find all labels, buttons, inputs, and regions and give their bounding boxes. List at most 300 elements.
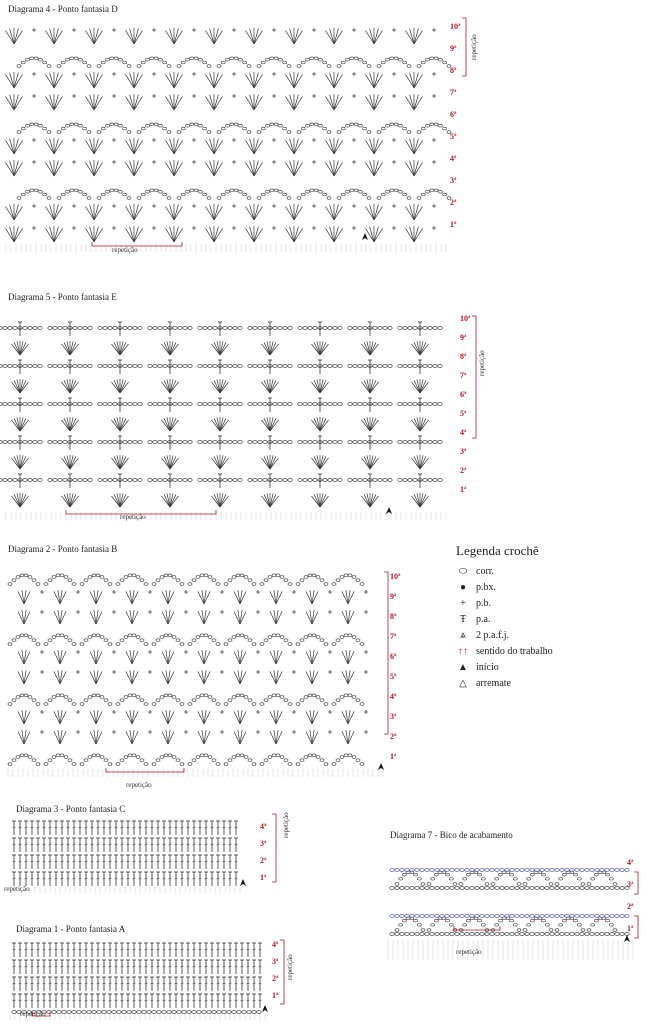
chain-stitch (52, 636, 56, 639)
fan-stitch (134, 205, 138, 220)
chain-stitch (425, 869, 429, 872)
chain-stitch (348, 754, 352, 757)
chain-stitch (223, 479, 227, 482)
row-number: 8ª (460, 352, 467, 361)
chain-stitch (34, 123, 38, 126)
chain-stitch (48, 365, 52, 368)
chain-stitch (268, 696, 272, 699)
chain-stitch (118, 58, 122, 61)
fan-stitch (334, 139, 338, 154)
fan-stitch (170, 95, 174, 110)
chain-stitch (466, 919, 470, 922)
chain-stitch (495, 915, 499, 918)
row-number: 3ª (450, 176, 457, 185)
chain-stitch (8, 403, 12, 406)
chain-stitch (283, 479, 287, 482)
chain-stitch (485, 883, 489, 886)
chain-stitch (310, 123, 314, 126)
chain-stitch (459, 883, 463, 886)
chain-stitch (68, 579, 72, 582)
fan-stitch (90, 95, 94, 110)
fan-stitch (254, 228, 262, 242)
chain-stitch (8, 479, 12, 482)
chain-stitch (260, 583, 264, 586)
chain-stitch (177, 65, 181, 68)
chain-stitch (100, 696, 104, 699)
diagram-3-side-label: repetição (282, 812, 290, 838)
fan-stitch (134, 73, 138, 88)
fan-stitch (374, 227, 378, 242)
fan-stitch (54, 95, 58, 110)
chain-stitch (353, 441, 357, 444)
chain-stitch (421, 127, 425, 130)
fan-stitch (294, 140, 302, 154)
chain-stitch (402, 919, 406, 922)
chain-stitch (88, 327, 92, 330)
chain-stitch (288, 643, 292, 646)
start-marker-icon (378, 763, 384, 770)
fan-stitch (330, 73, 334, 88)
diagram-1-repeat-label: repetição (20, 1010, 46, 1018)
chain-stitch (353, 403, 357, 406)
chain-stitch (228, 639, 232, 642)
fan-stitch (6, 140, 14, 154)
chain-stitch (591, 877, 595, 880)
chain-stitch (48, 441, 52, 444)
chain-stitch (127, 197, 131, 200)
chain-stitch (333, 403, 337, 406)
chain-stitch (298, 479, 302, 482)
chain-stitch (141, 193, 145, 196)
chain-stitch (356, 639, 360, 642)
chain-stitch (120, 699, 124, 702)
chain-stitch (176, 579, 180, 582)
chain-stitch (60, 694, 64, 697)
chain-stitch (348, 403, 352, 406)
chain-stitch (152, 763, 156, 766)
chain-stitch (92, 574, 96, 577)
chain-stitch (549, 883, 553, 886)
chain-stitch (523, 929, 527, 932)
chain-stitch (284, 579, 288, 582)
chain-stitch (133, 327, 137, 330)
chain-stitch (403, 61, 407, 64)
chain-stitch (176, 699, 180, 702)
legend-label: p.b. (476, 597, 491, 609)
chain-stitch (128, 479, 132, 482)
chain-stitch (32, 759, 36, 762)
chain-stitch (358, 403, 362, 406)
chain-stitch (363, 127, 367, 130)
chain-stitch (594, 919, 598, 922)
chain-stitch (192, 639, 196, 642)
chain-stitch (97, 197, 101, 200)
chain-stitch (316, 696, 320, 699)
chain-stitch (88, 576, 92, 579)
chain-stitch (525, 887, 529, 890)
chain-stitch (20, 634, 24, 637)
diagram-5 (0, 288, 657, 528)
fan-stitch (94, 74, 102, 88)
chain-stitch (66, 58, 70, 61)
fan-stitch (334, 140, 342, 154)
fan-stitch (330, 95, 334, 110)
chain-stitch (56, 754, 60, 757)
chain-stitch (575, 869, 579, 872)
chain-stitch (431, 877, 435, 880)
chain-stitch (63, 365, 67, 368)
fan-stitch (366, 140, 374, 154)
chain-stitch (425, 915, 429, 918)
chain-stitch (381, 127, 385, 130)
chain-stitch (200, 754, 204, 757)
chain-stitch (156, 579, 160, 582)
chain-stitch (186, 190, 190, 193)
chain-stitch (438, 58, 442, 61)
fan-stitch (174, 96, 182, 110)
chain-stitch (341, 127, 345, 130)
chain-stitch (570, 887, 574, 890)
chain-stitch (273, 441, 277, 444)
chain-stitch (216, 643, 220, 646)
chain-stitch (52, 1011, 56, 1014)
chain-stitch (73, 327, 77, 330)
chain-stitch (257, 197, 261, 200)
chain-stitch (425, 933, 429, 936)
chain-stitch (144, 763, 148, 766)
chain-stitch (595, 869, 599, 872)
chain-stitch (395, 887, 399, 890)
chain-stitch (167, 197, 171, 200)
chain-stitch (44, 583, 48, 586)
fan-stitch (54, 96, 62, 110)
fan-stitch (370, 227, 374, 242)
chain-stitch (280, 756, 284, 759)
chain-stitch (445, 915, 449, 918)
chain-stitch (263, 479, 267, 482)
chain-stitch (108, 643, 112, 646)
fan-stitch (210, 139, 214, 154)
chain-stitch (363, 327, 367, 330)
row-number: 6ª (390, 652, 397, 661)
chain-stitch (160, 636, 164, 639)
chain-stitch (316, 636, 320, 639)
chain-stitch (248, 403, 252, 406)
legend-item-double-crochet (456, 611, 636, 627)
chain-stitch (28, 327, 32, 330)
chain-stitch (78, 441, 82, 444)
chain-stitch (450, 887, 454, 890)
chain-stitch (194, 189, 198, 192)
chain-stitch (363, 403, 367, 406)
chain-stitch (421, 929, 425, 932)
chain-stitch (147, 1011, 151, 1014)
fan-stitch (94, 140, 102, 154)
row-number: 10ª (450, 22, 461, 31)
fan-stitch (374, 162, 382, 176)
fan-stitch (286, 206, 294, 220)
chain-stitch (213, 365, 217, 368)
fan-stitch (174, 95, 178, 110)
chain-stitch (434, 919, 438, 922)
fan-stitch (414, 206, 422, 220)
chain-stitch (158, 403, 162, 406)
fan-stitch (286, 162, 294, 176)
fan-stitch (170, 29, 174, 44)
chain-stitch (540, 933, 544, 936)
chain-stitch (344, 634, 348, 637)
fan-stitch (290, 205, 294, 220)
chain-stitch (395, 883, 399, 886)
chain-stitch (360, 703, 364, 706)
chain-stitch (354, 57, 358, 60)
chain-stitch (23, 365, 27, 368)
chain-stitch (230, 57, 234, 60)
row-number: 5ª (460, 409, 467, 418)
fan-stitch (134, 227, 138, 242)
chain-stitch (398, 190, 402, 193)
chain-stitch (303, 327, 307, 330)
row-number: 2ª (260, 856, 267, 865)
start-marker-icon: ▲ (458, 661, 468, 673)
chain-stitch (252, 763, 256, 766)
chain-stitch (92, 1011, 96, 1014)
chain-stitch (61, 61, 65, 64)
chain-stitch (581, 883, 585, 886)
chain-stitch (417, 65, 421, 68)
fan-stitch (10, 205, 14, 220)
chain-stitch (237, 1011, 241, 1014)
fan-stitch (10, 139, 14, 154)
fan-stitch (134, 29, 138, 44)
chain-stitch (228, 699, 232, 702)
chain-stitch (600, 915, 604, 918)
chain-stitch (223, 327, 227, 330)
chain-stitch (236, 754, 240, 757)
chain-stitch (386, 58, 390, 61)
chain-stitch (198, 365, 202, 368)
chain-stitch (585, 869, 589, 872)
fan-stitch (174, 161, 178, 176)
chain-stitch (288, 327, 292, 330)
chain-stitch (24, 634, 28, 637)
chain-stitch (565, 933, 569, 936)
fan-stitch (246, 96, 254, 110)
chain-stitch (574, 919, 578, 922)
chain-stitch (133, 479, 137, 482)
chain-stitch (308, 694, 312, 697)
row-number: 4ª (260, 822, 267, 831)
fan-stitch (294, 73, 298, 88)
chain-stitch (410, 933, 414, 936)
chain-stitch (252, 1011, 256, 1014)
chain-stitch (273, 365, 277, 368)
chain-stitch (303, 479, 307, 482)
chain-stitch (344, 694, 348, 697)
chain-stitch (423, 479, 427, 482)
chain-stitch (272, 634, 276, 637)
chain-stitch (360, 763, 364, 766)
legend-label: 2 p.a.f.j. (476, 629, 510, 641)
chain-stitch (388, 327, 392, 330)
chain-stitch (407, 131, 411, 134)
chain-stitch (158, 441, 162, 444)
chain-stitch (172, 1011, 176, 1014)
chain-stitch (403, 403, 407, 406)
chain-stitch (297, 65, 301, 68)
dc2tog-icon: ⩓ (460, 629, 466, 641)
chain-stitch (178, 365, 182, 368)
diagram-7-chart (380, 842, 657, 968)
chain-stitch (435, 869, 439, 872)
chain-stitch (144, 643, 148, 646)
chain-stitch (58, 403, 62, 406)
chain-stitch (150, 123, 154, 126)
diagram-4-chart (0, 14, 470, 254)
chain-stitch (203, 61, 207, 64)
chain-stitch (272, 754, 276, 757)
chain-stitch (555, 929, 559, 932)
fan-stitch (286, 74, 294, 88)
chain-stitch (203, 403, 207, 406)
fan-stitch (410, 95, 414, 110)
chain-stitch (283, 403, 287, 406)
chain-stitch (72, 763, 76, 766)
fan-stitch (94, 96, 102, 110)
chain-stitch (188, 327, 192, 330)
fan-stitch (94, 139, 98, 154)
chain-stitch (440, 933, 444, 936)
chain-stitch (340, 756, 344, 759)
chain-stitch (318, 190, 322, 193)
fan-stitch (14, 73, 18, 88)
chain-stitch (367, 65, 371, 68)
chain-stitch (217, 1011, 221, 1014)
chain-stitch (590, 933, 594, 936)
row-number: 3ª (390, 712, 397, 721)
chain-stitch (278, 58, 282, 61)
chain-stitch (188, 643, 192, 646)
chain-stitch (98, 327, 102, 330)
repeat-bracket (384, 572, 388, 734)
chain-stitch (178, 403, 182, 406)
chain-stitch (123, 365, 127, 368)
chain-stitch (431, 923, 435, 926)
chain-stitch (207, 131, 211, 134)
single-crochet-icon: + (460, 597, 466, 609)
fan-stitch (14, 96, 22, 110)
start-marker-icon (362, 233, 368, 240)
chain-stitch (253, 441, 257, 444)
chain-stitch (247, 1011, 251, 1014)
chain-stitch (475, 887, 479, 890)
fan-stitch (134, 161, 138, 176)
chain-stitch (500, 869, 504, 872)
chain-stitch (513, 877, 517, 880)
chain-stitch (527, 877, 531, 880)
fan-stitch (14, 29, 18, 44)
chain-stitch (36, 583, 40, 586)
chain-stitch (84, 759, 88, 762)
chain-stitch (197, 1011, 201, 1014)
fan-stitch (366, 228, 374, 242)
chain-stitch (520, 933, 524, 936)
chain-stitch (141, 127, 145, 130)
slip-stitch-icon: ● (459, 581, 467, 593)
chain-stitch (158, 58, 162, 61)
fan-stitch (94, 227, 98, 242)
chain-stitch (414, 919, 418, 922)
fan-stitch (286, 96, 294, 110)
chain-stitch (610, 933, 614, 936)
chain-stitch (403, 193, 407, 196)
chain-stitch (610, 887, 614, 890)
chain-stitch (33, 327, 37, 330)
chain-stitch (258, 365, 262, 368)
chain-stitch (363, 193, 367, 196)
fan-stitch (334, 29, 338, 44)
chain-stitch (21, 193, 25, 196)
chain-stitch (390, 887, 394, 890)
chain-stitch (301, 61, 305, 64)
chain-stitch (240, 574, 244, 577)
chain-stitch (128, 634, 132, 637)
chain-stitch (36, 763, 40, 766)
chain-stitch (61, 127, 65, 130)
chain-stitch (318, 58, 322, 61)
chain-stitch (113, 441, 117, 444)
chain-stitch (113, 327, 117, 330)
fan-stitch (46, 30, 54, 44)
chain-stitch (28, 479, 32, 482)
chain-stitch (198, 327, 202, 330)
fan-stitch (334, 30, 342, 44)
chain-stitch (23, 327, 27, 330)
diagram-1 (0, 922, 300, 1022)
chain-stitch (545, 923, 549, 926)
chain-stitch (173, 327, 177, 330)
chain-stitch (116, 643, 120, 646)
chain-stitch (253, 327, 257, 330)
chain-stitch (30, 123, 34, 126)
chain-stitch (540, 915, 544, 918)
chain-stitch (530, 869, 534, 872)
row-number: 7ª (450, 88, 457, 97)
fan-stitch (214, 29, 218, 44)
chain-stitch (363, 61, 367, 64)
chain-stitch (83, 61, 87, 64)
chain-stitch (450, 915, 454, 918)
chain-stitch (110, 57, 114, 60)
fan-stitch (170, 227, 174, 242)
chain-stitch (154, 57, 158, 60)
fan-stitch (134, 95, 138, 110)
fan-stitch (250, 227, 254, 242)
chain-stitch (590, 915, 594, 918)
chain-stitch (98, 403, 102, 406)
chain-stitch (132, 754, 136, 757)
chain-stitch (188, 703, 192, 706)
chain-stitch (485, 887, 489, 890)
chain-stitch (128, 754, 132, 757)
fan-stitch (134, 30, 142, 44)
chain-stitch (106, 58, 110, 61)
chain-stitch (96, 754, 100, 757)
chain-stitch (480, 869, 484, 872)
chain-stitch (446, 873, 450, 876)
chain-stitch (64, 636, 68, 639)
chain-stitch (266, 190, 270, 193)
